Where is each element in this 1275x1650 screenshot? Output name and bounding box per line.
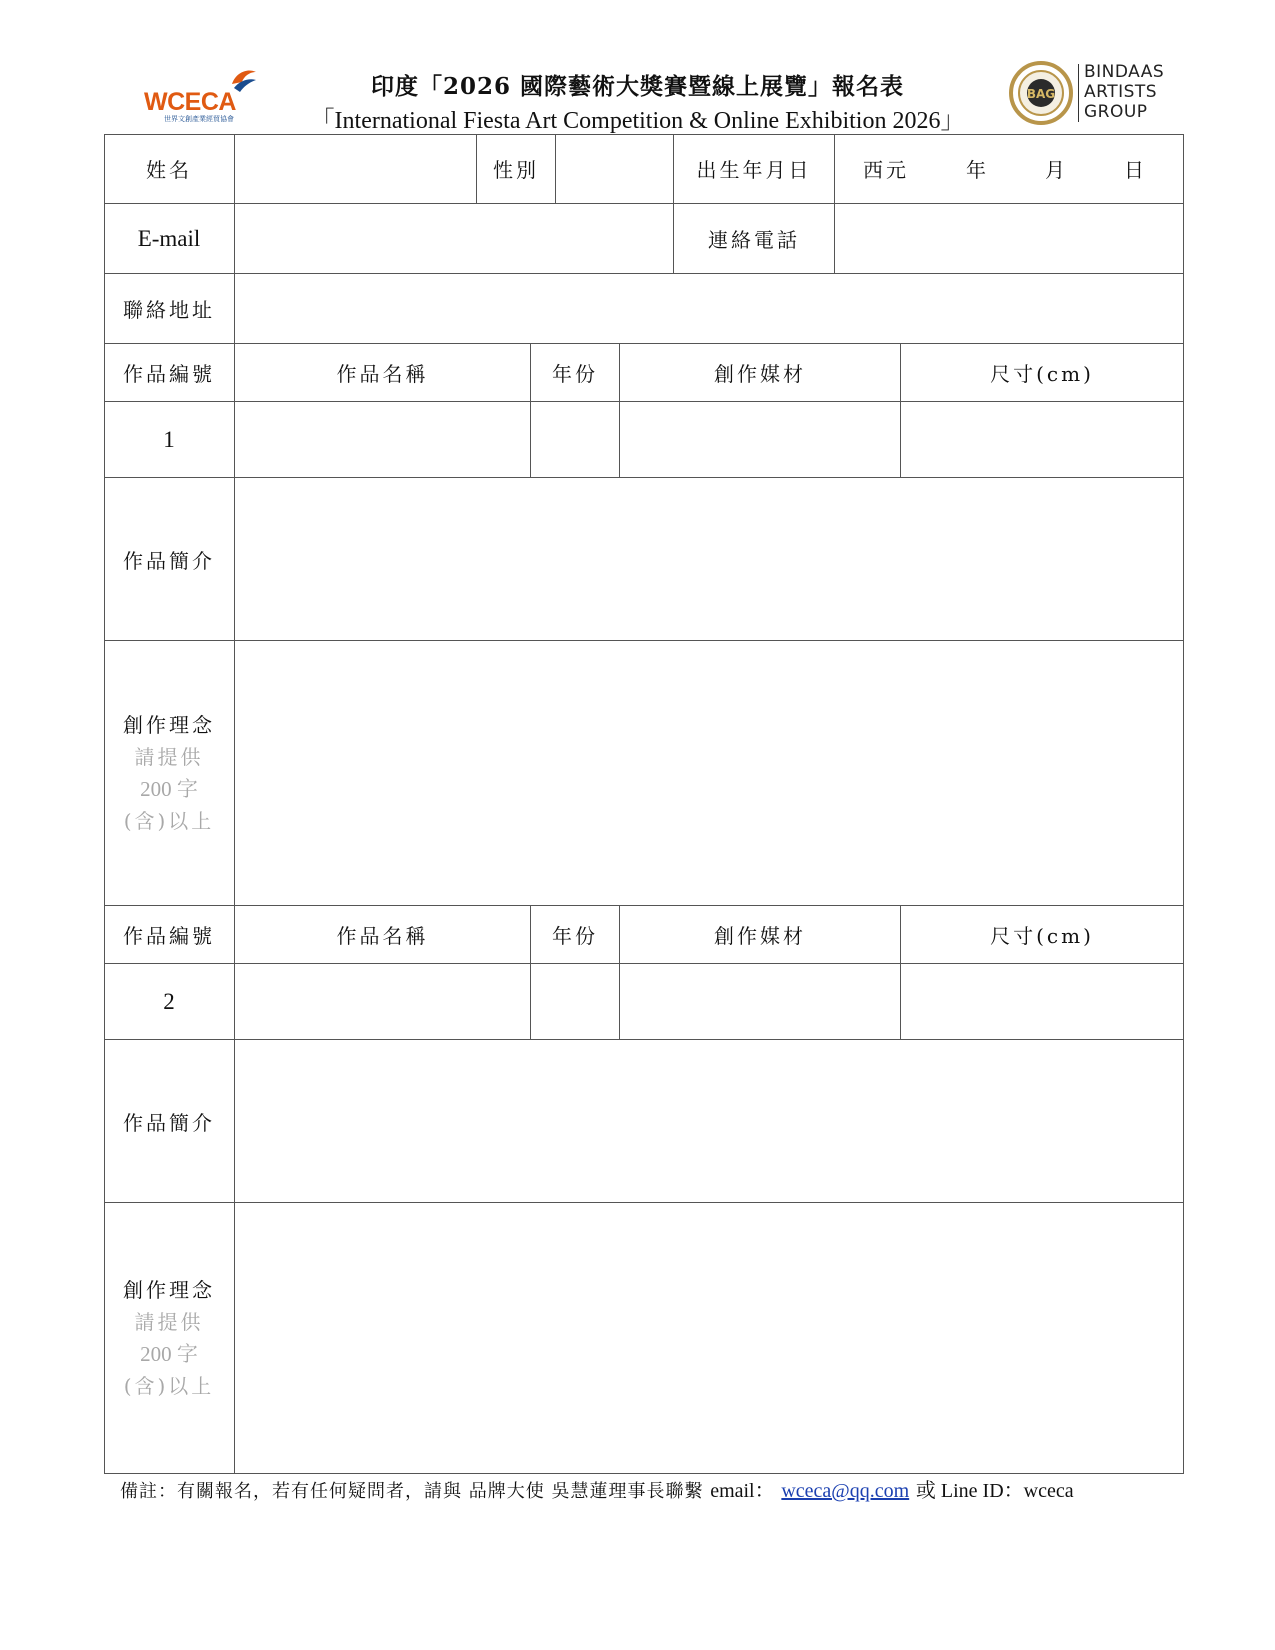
brand-line-1: BINDAAS: [1084, 62, 1165, 82]
work1-number: 1: [104, 402, 235, 478]
work2-medium-label: 創作媒材: [620, 906, 901, 964]
name-field[interactable]: [235, 134, 477, 204]
work2-concept-field[interactable]: [235, 1203, 1184, 1474]
work1-size-label: 尺寸(cm): [901, 344, 1184, 402]
work2-hint-line2: 200 字: [140, 1342, 198, 1366]
work2-intro-field[interactable]: [235, 1040, 1184, 1203]
work2-year-label: 年份: [531, 906, 620, 964]
footer-email-link[interactable]: wceca@qq.com: [781, 1480, 910, 1502]
footer-email-prefix: email：: [710, 1480, 775, 1502]
address-field[interactable]: [235, 274, 1184, 344]
address-label: 聯絡地址: [104, 274, 235, 344]
work2-title-label: 作品名稱: [235, 906, 531, 964]
work1-intro-label: 作品簡介: [104, 478, 235, 641]
bindaas-logo: [1008, 60, 1178, 126]
footer-note-text: 備註：有關報名，若有任何疑問者，請與 品牌大使 吳慧蓮理事長聯繫: [120, 1481, 704, 1502]
work2-year-field[interactable]: [531, 964, 620, 1040]
work2-concept-label-cell: [104, 1203, 235, 1474]
work1-title-label: 作品名稱: [235, 344, 531, 402]
work1-concept-label-cell: [104, 641, 235, 906]
wceca-logo-word: WCECA: [144, 88, 236, 116]
phone-label: 連絡電話: [674, 204, 835, 274]
work1-concept-label: 創作理念: [123, 713, 215, 737]
brand-line-3: GROUP: [1084, 102, 1148, 122]
birth-field[interactable]: [835, 134, 1184, 204]
work1-size-field[interactable]: [901, 402, 1184, 478]
work2-medium-field[interactable]: [620, 964, 901, 1040]
birth-label: 出生年月日: [674, 134, 835, 204]
form-title-zh: 印度「2026 國際藝術大獎賽暨線上展覽」報名表: [370, 73, 905, 100]
email-label: E-mail: [104, 204, 235, 274]
work1-medium-field[interactable]: [620, 402, 901, 478]
birth-era: 西元: [863, 158, 909, 182]
work1-year-field[interactable]: [531, 402, 620, 478]
birth-month: 月: [1045, 158, 1068, 182]
work1-no-label: 作品編號: [104, 344, 235, 402]
wceca-logo-subtitle: 世界文創產業經貿協會: [164, 115, 234, 123]
work2-intro-label: 作品簡介: [104, 1040, 235, 1203]
gender-label: 性別: [477, 134, 556, 204]
bindaas-brand-text: [1084, 62, 1164, 122]
seal-text: BAG: [1026, 87, 1056, 101]
registration-form: [104, 134, 1184, 1474]
work2-size-label: 尺寸(cm): [901, 906, 1184, 964]
work2-concept-label: 創作理念: [123, 1278, 215, 1302]
logo-divider: [1078, 64, 1079, 122]
work1-hint-line3: (含)以上: [123, 809, 215, 833]
gender-field[interactable]: [556, 134, 674, 204]
brand-line-2: ARTISTS: [1084, 82, 1158, 102]
footer-note: [120, 1474, 1074, 1503]
birth-day: 日: [1124, 158, 1147, 182]
laurel-seal-icon: [1008, 60, 1074, 126]
email-field[interactable]: [235, 204, 674, 274]
work2-hint-line3: (含)以上: [123, 1374, 215, 1398]
work2-hint-line1: 請提供: [134, 1310, 204, 1334]
work2-title-field[interactable]: [235, 964, 531, 1040]
phone-field[interactable]: [835, 204, 1184, 274]
work2-no-label: 作品編號: [104, 906, 235, 964]
work1-title-field[interactable]: [235, 402, 531, 478]
name-label: 姓名: [104, 134, 235, 204]
work1-medium-label: 創作媒材: [620, 344, 901, 402]
work1-hint-line1: 請提供: [134, 745, 204, 769]
birth-year: 年: [966, 158, 989, 182]
work1-hint-line2: 200 字: [140, 777, 198, 801]
work1-year-label: 年份: [531, 344, 620, 402]
form-title-en: 「International Fiesta Art Competition & Online Exhibition 2026」: [310, 108, 965, 134]
work2-number: 2: [104, 964, 235, 1040]
work1-concept-field[interactable]: [235, 641, 1184, 906]
work2-size-field[interactable]: [901, 964, 1184, 1040]
footer-line-id: 或 Line ID：wceca: [915, 1480, 1074, 1502]
work1-intro-field[interactable]: [235, 478, 1184, 641]
